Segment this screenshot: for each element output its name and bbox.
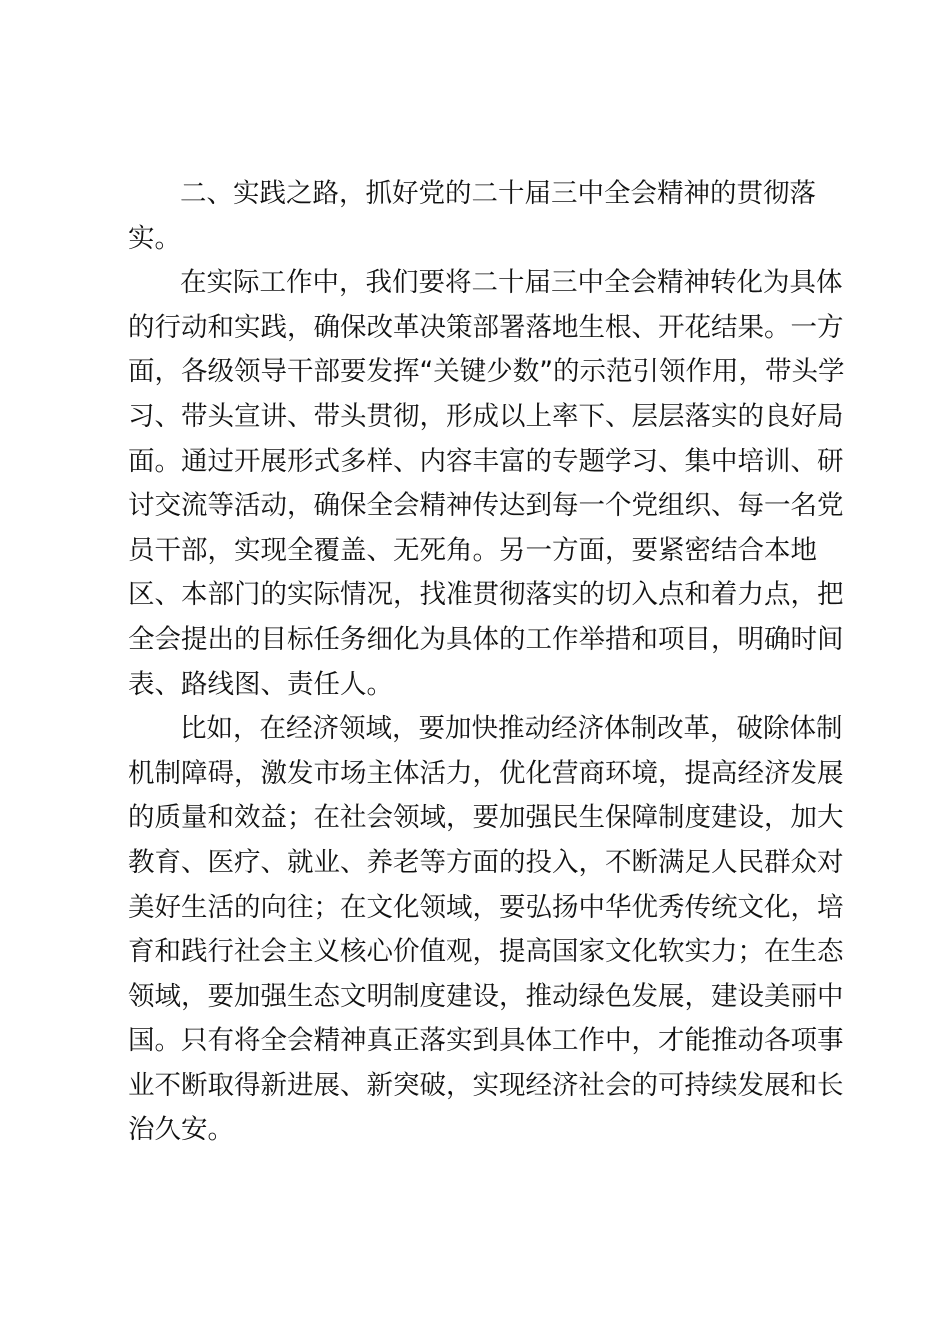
text-line: 习、带头宣讲、带头贯彻，形成以上率下、层层落实的良好局 <box>128 400 844 432</box>
section-heading <box>128 172 822 261</box>
text-line: 二、实践之路，抓好党的二十届三中全会精神的贯彻落 <box>180 178 816 209</box>
text-line: 育和践行社会主义核心价值观，提高国家文化软实力；在生态 <box>128 936 844 968</box>
text-line: 的质量和效益；在社会领域，要加强民生保障制度建设，加大 <box>128 802 844 834</box>
document-body <box>128 172 845 1153</box>
text-line: 实。 <box>128 222 181 254</box>
text-line: 讨交流等活动，确保全会精神传达到每一个党组织、每一名党 <box>128 490 844 522</box>
text-line: 领域，要加强生态文明制度建设，推动绿色发展，建设美丽中 <box>128 980 844 1012</box>
text-line: 员干部，实现全覆盖、无死角。另一方面，要紧密结合本地 <box>128 534 817 566</box>
text-line: 美好生活的向往；在文化领域，要弘扬中华优秀传统文化，培 <box>128 891 844 923</box>
text-line: 机制障碍，激发市场主体活力，优化营商环境，提高经济发展 <box>128 757 844 789</box>
text-line: 全会提出的目标任务细化为具体的工作举措和项目，明确时间 <box>128 623 844 655</box>
text-line: 治久安。 <box>128 1114 234 1146</box>
text-line: 在实际工作中，我们要将二十届三中全会精神转化为具体 <box>180 267 843 299</box>
text-line: 教育、医疗、就业、养老等方面的投入，不断满足人民群众对 <box>128 846 844 878</box>
text-line: 比如，在经济领域，要加快推动经济体制改革，破除体制 <box>180 713 843 745</box>
body-paragraph <box>128 707 844 1153</box>
text-line: 国。只有将全会精神真正落实到具体工作中，才能推动各项事 <box>128 1025 844 1057</box>
body-paragraph <box>128 261 845 707</box>
text-line: 面，各级领导干部要发挥“关键少数”的示范引领作用，带头学 <box>128 356 845 388</box>
text-line: 面。通过开展形式多样、内容丰富的专题学习、集中培训、研 <box>128 445 844 477</box>
text-line: 业不断取得新进展、新突破，实现经济社会的可持续发展和长 <box>128 1069 844 1101</box>
text-line: 的行动和实践，确保改革决策部署落地生根、开花结果。一方 <box>128 311 844 343</box>
text-line: 区、本部门的实际情况，找准贯彻落实的切入点和着力点，把 <box>128 579 844 611</box>
text-line: 表、路线图、责任人。 <box>128 668 393 700</box>
